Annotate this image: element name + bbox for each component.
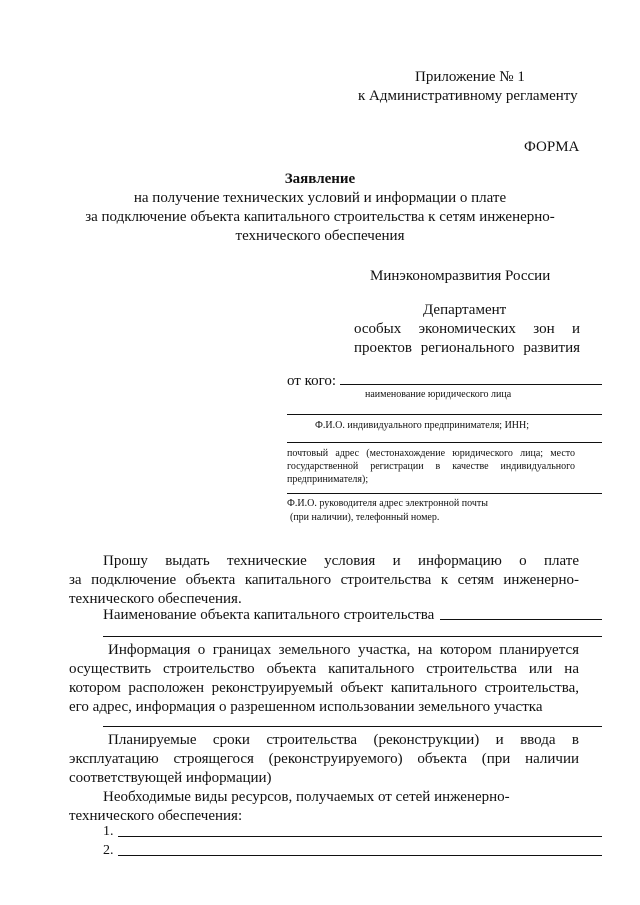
object-name-line[interactable] [440, 619, 602, 620]
request-line-1: Прошу выдать технические условия и информацию о плате [103, 553, 579, 569]
entrepreneur-line[interactable] [287, 414, 602, 415]
department-line-1: Департамент [423, 302, 507, 318]
appendix-regulation: к Административному регламенту [358, 88, 578, 104]
title-line-3: технического обеспечения [235, 228, 405, 244]
request-line-2: за подключение объекта капитального строительства к сетям инженерно- [69, 572, 579, 588]
land-info-line[interactable] [103, 726, 602, 727]
land-info-line-1: Информация о границах земельного участка, на котором планируется [108, 642, 579, 658]
resources-line-1: Необходимые виды ресурсов, получаемых от сетей инженерно- [103, 789, 510, 805]
title-line-2: за подключение объекта капитального строительства к сетям инженерно- [85, 209, 555, 225]
applicant-name-line[interactable] [340, 384, 602, 385]
postal-address-line[interactable] [287, 442, 602, 443]
title-line-1: на получение технических условий и информации о плате [133, 190, 507, 206]
postal-address-caption-1: почтовый адрес (местонахождение юридического лица; место [287, 448, 575, 459]
terms-line-2: эксплуатацию строящегося (реконструируемого) объекта (при наличии [69, 751, 579, 767]
entrepreneur-caption: Ф.И.О. индивидуального предпринимателя; ИНН; [315, 420, 530, 431]
contact-person-line[interactable] [287, 493, 602, 494]
object-name-line-2[interactable] [103, 636, 602, 637]
resource-item-2-number: 2. [103, 843, 114, 858]
contact-person-caption-2: (при наличии), телефонный номер. [290, 512, 440, 523]
postal-address-caption-3: предпринимателя); [287, 474, 369, 485]
object-name-label: Наименование объекта капитального строительства [103, 607, 435, 623]
contact-person-caption-1: Ф.И.О. руководителя адрес электронной почты [287, 498, 488, 509]
department-line-3: проектов регионального развития [354, 340, 580, 356]
from-label: от кого: [287, 373, 337, 389]
land-info-line-3: котором расположен реконструируемый объект капитального строительства, [69, 680, 579, 696]
land-info-line-2: осуществить строительство объекта капитального строительства или на [69, 661, 579, 677]
ministry-name: Минэкономразвития России [370, 268, 551, 284]
resource-item-1-line[interactable] [118, 836, 602, 837]
appendix-number: Приложение № 1 [415, 69, 525, 85]
resource-item-2-line[interactable] [118, 855, 602, 856]
postal-address-caption-2: государственной регистрации в качестве индивидуального [287, 461, 575, 472]
terms-line-3: соответствующей информации) [69, 770, 272, 786]
applicant-name-caption: наименование юридического лица [365, 389, 512, 400]
resource-item-1-number: 1. [103, 824, 114, 839]
land-info-line-4: его адрес, информация о разрешенном использовании земельного участка [69, 699, 543, 715]
terms-line-1: Планируемые сроки строительства (реконструкции) и ввода в [108, 732, 579, 748]
resources-line-2: технического обеспечения: [69, 808, 243, 824]
document-title: Заявление [284, 171, 356, 187]
request-line-3: технического обеспечения. [69, 591, 242, 607]
department-line-2: особых экономических зон и [354, 321, 580, 337]
form-label: ФОРМА [524, 139, 580, 155]
